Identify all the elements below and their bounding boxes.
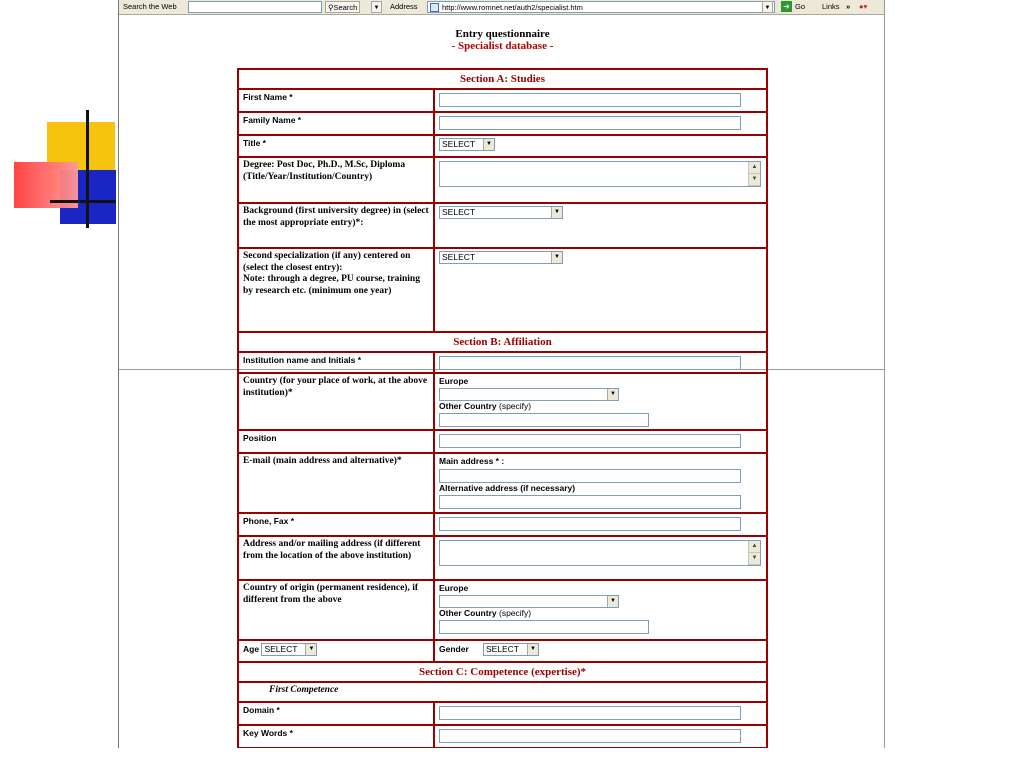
section-b-heading: Section B: Affiliation xyxy=(238,332,767,352)
second-specialization-label: Second specialization (if any) centered on (select the closest entry): Note: through a degree, PU course, training by research etc. (minimum one year) xyxy=(238,248,434,332)
main-email-input[interactable] xyxy=(439,469,741,483)
search-button[interactable]: ⚲Search xyxy=(325,1,360,13)
horizontal-line xyxy=(50,200,116,203)
table-row xyxy=(238,248,767,332)
chevron-down-icon: ▼ xyxy=(551,207,562,218)
chevron-icon[interactable]: » xyxy=(846,2,851,11)
section-c-heading: Section C: Competence (expertise)* xyxy=(238,662,767,682)
second-specialization-select[interactable]: SELECT ▼ xyxy=(439,251,563,264)
go-button[interactable]: ➜ Go xyxy=(781,1,805,13)
table-row xyxy=(238,352,767,373)
table-row xyxy=(238,640,767,662)
europe-label: Europe xyxy=(439,376,469,386)
specify-hint: (specify) xyxy=(499,400,532,411)
chevron-down-icon: ▼ xyxy=(305,644,316,655)
title-select[interactable]: SELECT ▼ xyxy=(439,138,495,151)
slide-decoration xyxy=(0,0,120,768)
background-label: Background (first university degree) in (select the most appropriate entry)*: xyxy=(238,203,434,248)
search-web-input[interactable] xyxy=(188,1,322,13)
first-competence-label: First Competence xyxy=(238,682,767,702)
chevron-down-icon: ▼ xyxy=(607,596,618,607)
table-row xyxy=(238,702,767,725)
table-row xyxy=(238,536,767,580)
section-a-row xyxy=(238,69,767,89)
europe-label: Europe xyxy=(439,583,469,593)
section-c-row xyxy=(238,662,767,682)
table-row xyxy=(238,682,767,702)
phone-fax-input[interactable] xyxy=(439,517,741,531)
first-name-label: First Name * xyxy=(238,89,434,112)
country-label: Country (for your place of work, at the above institution)* xyxy=(238,373,434,430)
other-country-label: Other Country xyxy=(439,400,497,411)
page-title: Entry questionnaire xyxy=(455,28,550,40)
browser-toolbar xyxy=(119,0,885,15)
degree-label: Degree: Post Doc, Ph.D., M.Sc, Diploma (Title/Year/Institution/Country) xyxy=(238,157,434,203)
toolbar-extra-icon[interactable]: ●▾ xyxy=(859,2,868,11)
mailing-address-textarea[interactable] xyxy=(439,540,761,566)
questionnaire-form xyxy=(237,68,768,748)
table-row xyxy=(238,373,767,430)
origin-europe-select[interactable] xyxy=(439,595,619,608)
links-label[interactable]: Links xyxy=(822,2,840,11)
table-row xyxy=(238,135,767,157)
section-b-row xyxy=(238,332,767,352)
other-country-label: Other Country xyxy=(439,607,497,618)
address-bar[interactable] xyxy=(427,1,775,13)
table-row xyxy=(238,725,767,748)
email-label: E-mail (main address and alternative)* xyxy=(238,453,434,513)
table-row xyxy=(238,157,767,203)
origin-other-country-input[interactable] xyxy=(439,620,649,634)
keywords-input[interactable] xyxy=(439,729,741,743)
url-text: http://www.romnet.net/auth2/specialist.htm xyxy=(442,3,583,12)
country-origin-label: Country of origin (permanent residence), if different from the above xyxy=(238,580,434,640)
vertical-line xyxy=(86,110,89,228)
degree-textarea[interactable] xyxy=(439,161,761,187)
go-arrow-icon: ➜ xyxy=(781,1,792,12)
table-row xyxy=(238,430,767,453)
table-row xyxy=(238,203,767,248)
page-subtitle: - Specialist database - xyxy=(451,40,554,52)
title-label: Title * xyxy=(238,135,434,157)
address-dropdown-button[interactable]: ▼ xyxy=(762,1,773,13)
search-dropdown-button[interactable]: ▼ xyxy=(371,1,382,13)
page-header xyxy=(119,28,885,52)
chevron-down-icon: ▼ xyxy=(483,139,494,150)
table-row xyxy=(238,580,767,640)
domain-input[interactable] xyxy=(439,706,741,720)
table-row xyxy=(238,513,767,536)
gender-label: Gender xyxy=(439,643,469,654)
section-a-heading: Section A: Studies xyxy=(238,69,767,89)
other-country-input[interactable] xyxy=(439,413,649,427)
page-icon xyxy=(430,3,439,12)
domain-label: Domain * xyxy=(238,702,434,725)
position-input[interactable] xyxy=(439,434,741,448)
mailing-address-label: Address and/or mailing address (if different from the location of the above institution) xyxy=(238,536,434,580)
alt-email-input[interactable] xyxy=(439,495,741,509)
family-name-label: Family Name * xyxy=(238,112,434,135)
background-select[interactable]: SELECT ▼ xyxy=(439,206,563,219)
phone-fax-label: Phone, Fax * xyxy=(238,513,434,536)
age-label: Age xyxy=(243,643,260,654)
institution-input[interactable] xyxy=(439,356,741,370)
chevron-down-icon: ▼ xyxy=(527,644,538,655)
first-name-input[interactable] xyxy=(439,93,741,107)
institution-label: Institution name and Initials * xyxy=(238,352,434,373)
search-web-label: Search the Web xyxy=(123,2,177,11)
main-address-label: Main address * : xyxy=(439,456,505,466)
chevron-down-icon: ▼ xyxy=(551,252,562,263)
scrollbar[interactable]: ▲ ▼ xyxy=(748,541,760,565)
gender-select[interactable]: SELECT ▼ xyxy=(483,643,539,656)
table-row xyxy=(238,112,767,135)
europe-select[interactable] xyxy=(439,388,619,401)
table-row xyxy=(238,89,767,112)
age-cell xyxy=(238,640,434,662)
alt-address-label: Alternative address (if necessary) xyxy=(439,482,576,493)
chevron-down-icon: ▼ xyxy=(607,389,618,400)
table-row xyxy=(238,453,767,513)
search-icon: ⚲ xyxy=(328,3,334,12)
address-label: Address xyxy=(390,2,418,11)
second-specialization-note: Note: through a degree, PU course, training by research etc. (minimum one year) xyxy=(243,274,420,296)
position-label: Position xyxy=(238,430,434,453)
keywords-label: Key Words * xyxy=(238,725,434,748)
browser-screenshot xyxy=(118,0,885,748)
specify-hint: (specify) xyxy=(499,607,532,618)
age-select[interactable]: SELECT ▼ xyxy=(261,643,317,656)
family-name-input[interactable] xyxy=(439,116,741,130)
scrollbar[interactable]: ▲ ▼ xyxy=(748,162,760,186)
